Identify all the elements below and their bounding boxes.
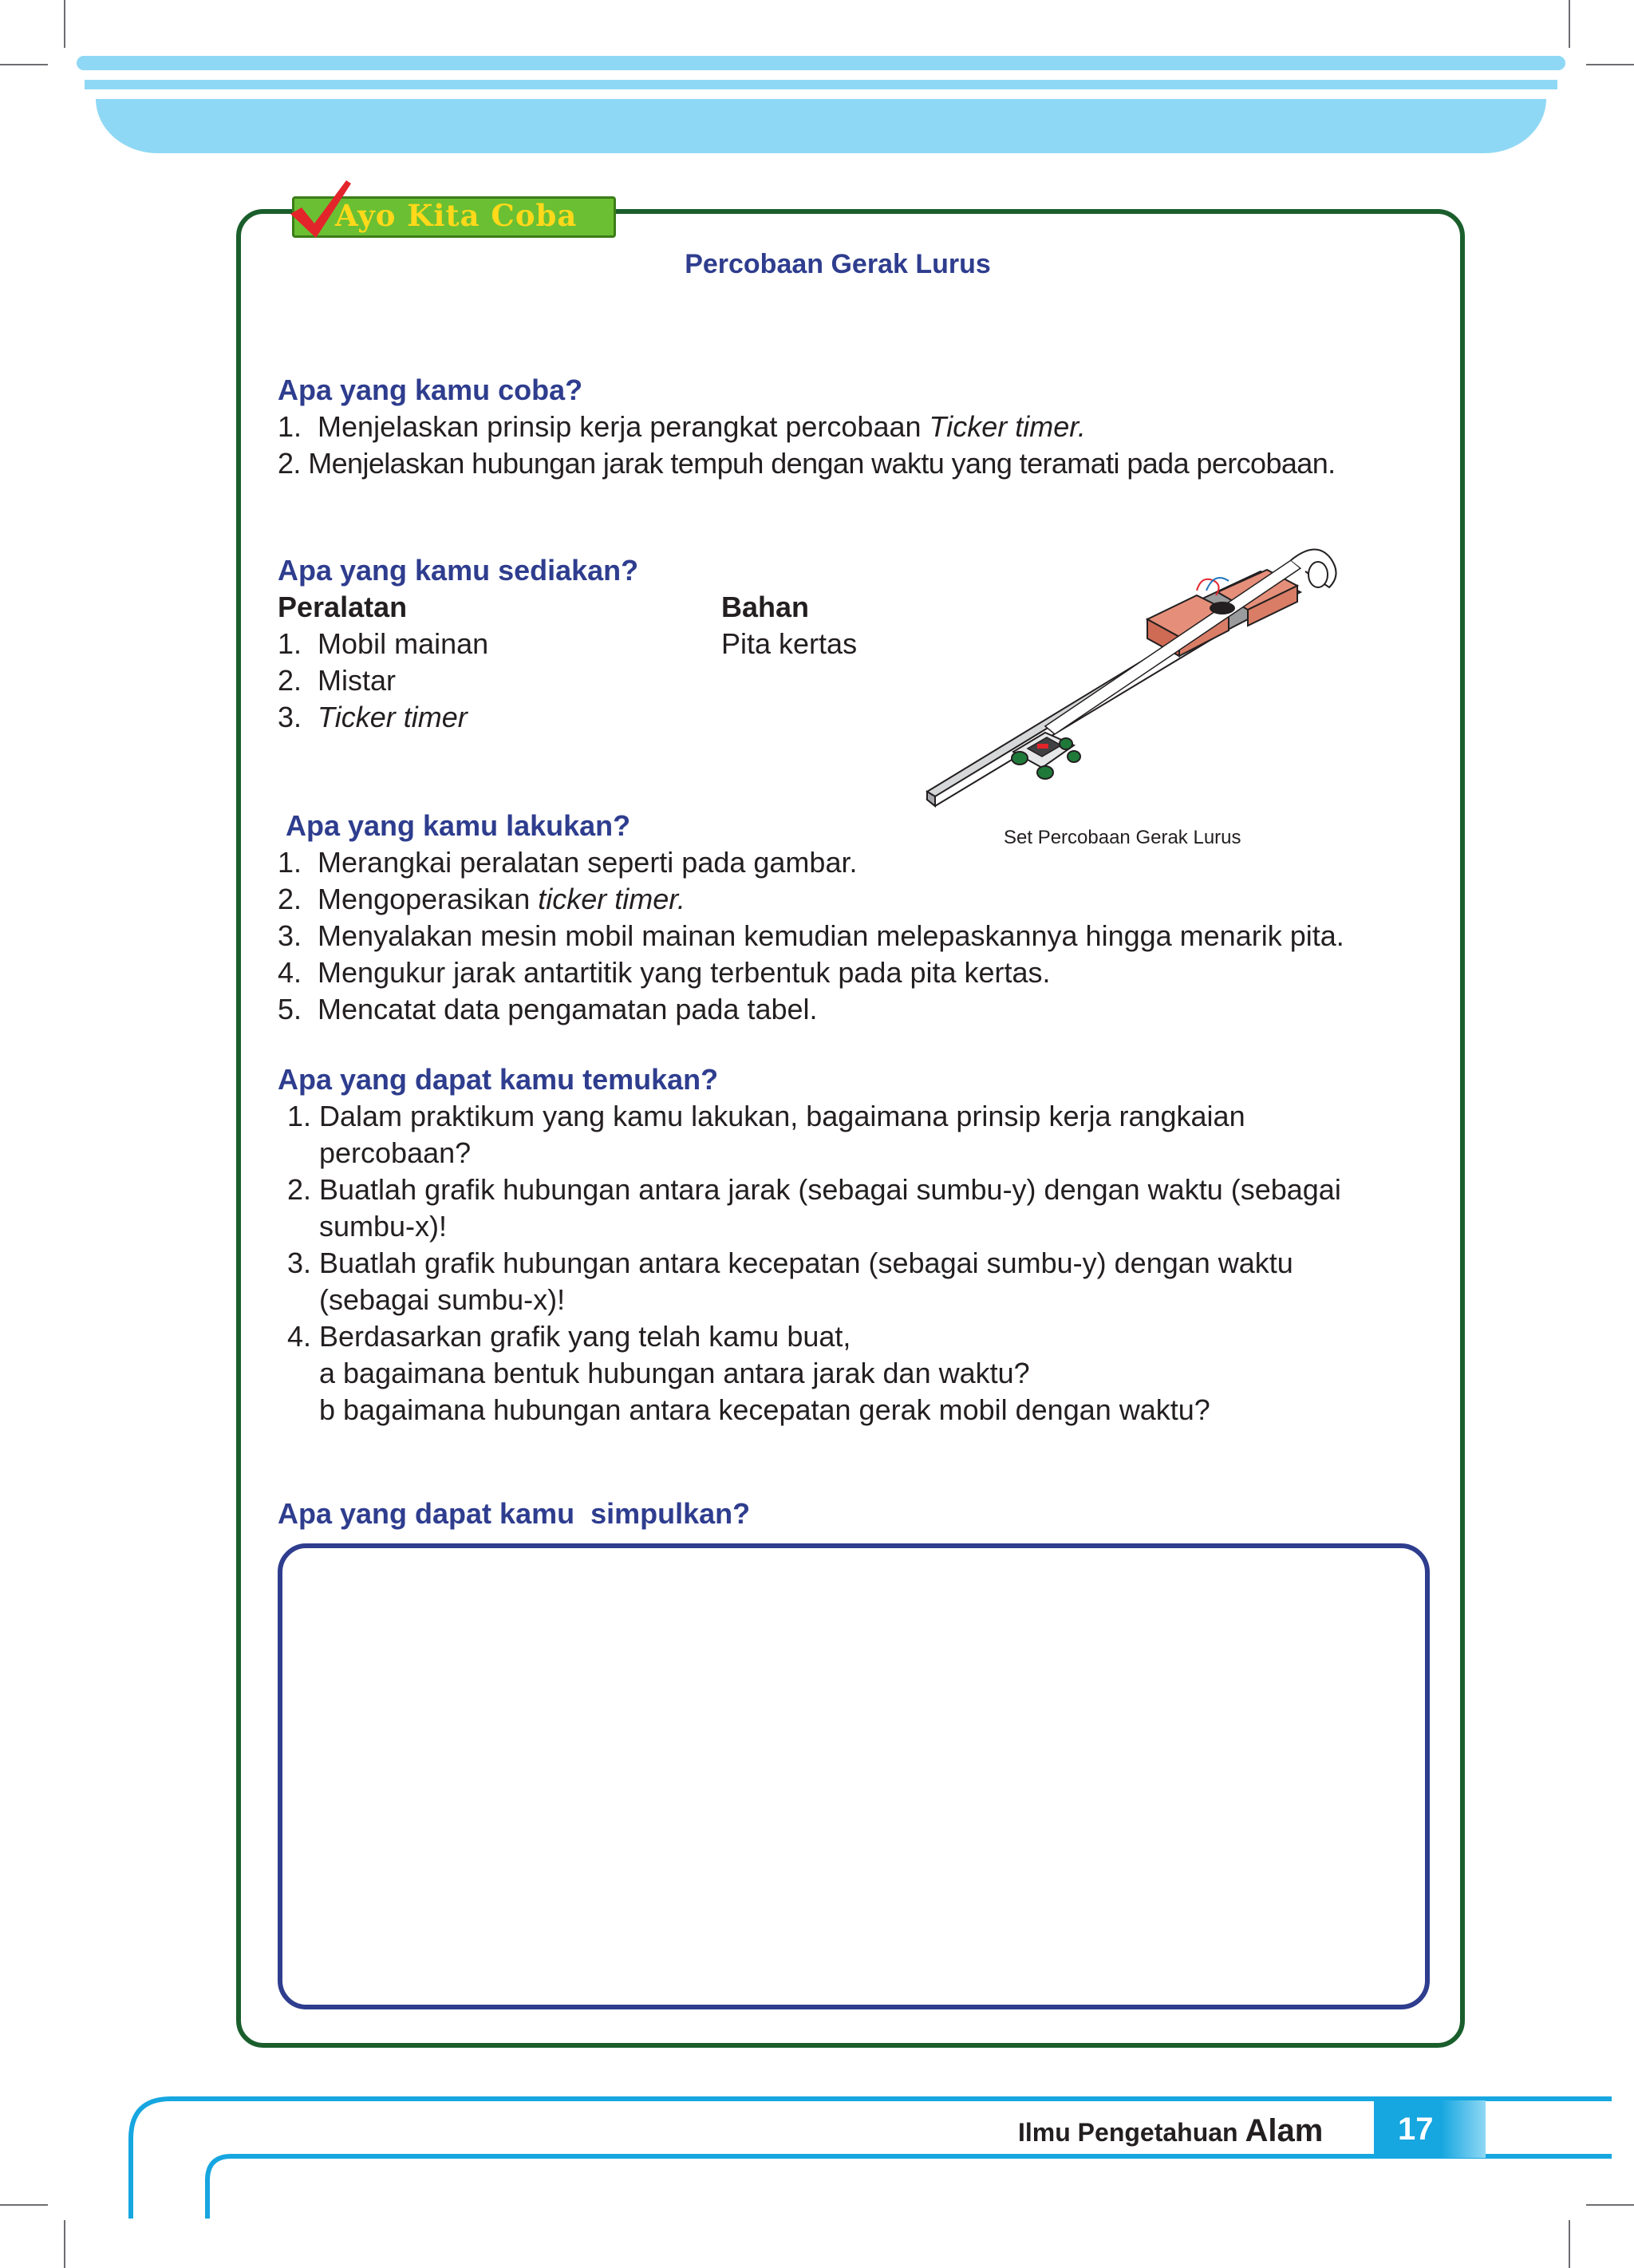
section-heading-lakukan: Apa yang kamu lakukan? xyxy=(286,809,631,842)
item-number: 3. xyxy=(278,701,302,733)
list-item xyxy=(278,919,1344,953)
list-item xyxy=(278,846,857,879)
item-text: Buatlah grafik hubungan antara jarak (sebagai sumbu-y) dengan waktu (sebagai xyxy=(319,1173,1341,1206)
crop-mark xyxy=(1569,0,1570,48)
list-item xyxy=(278,664,396,697)
list-item xyxy=(278,956,1051,990)
item-number: 2. xyxy=(278,664,302,697)
item-text: percobaan? xyxy=(319,1136,472,1169)
item-text: Berdasarkan grafik yang telah kamu buat, xyxy=(319,1320,851,1353)
item-number: 1. xyxy=(287,1100,312,1132)
item-text-italic: ticker timer. xyxy=(538,883,685,915)
crop-mark xyxy=(64,2220,65,2268)
item-number: 2. xyxy=(287,1173,312,1206)
list-item xyxy=(278,410,1086,444)
checkmark-icon xyxy=(287,177,353,241)
crop-mark xyxy=(1569,2220,1570,2268)
list-item xyxy=(278,627,488,661)
item-text: a bagaimana bentuk hubungan antara jarak dan waktu? xyxy=(319,1357,1030,1389)
item-number: 4. xyxy=(278,956,302,989)
experiment-illustration xyxy=(926,543,1372,814)
item-number: 2. xyxy=(278,447,301,480)
crop-mark xyxy=(0,2204,48,2206)
header-bar xyxy=(96,99,1546,153)
peralatan-heading: Peralatan xyxy=(278,591,408,623)
list-item xyxy=(278,993,818,1026)
item-number: 3. xyxy=(278,919,302,952)
item-number: 5. xyxy=(278,993,302,1025)
item-number: 1. xyxy=(278,627,302,660)
conclusion-answer-box[interactable] xyxy=(278,1543,1430,2009)
item-text-italic: Ticker timer. xyxy=(929,410,1086,443)
section-heading-coba: Apa yang kamu coba? xyxy=(278,373,583,406)
footer-subject-text: Ilmu Pengetahuan xyxy=(1018,2118,1245,2147)
bahan-heading: Bahan xyxy=(721,591,810,623)
header-bar xyxy=(77,56,1565,70)
badge-label: Ayo Kita Coba xyxy=(335,198,578,233)
item-number: 3. xyxy=(287,1247,312,1279)
section-heading-sediakan: Apa yang kamu sediakan? xyxy=(278,554,639,587)
list-item xyxy=(278,701,468,734)
crop-mark xyxy=(0,64,48,65)
item-text: Mobil mainan xyxy=(318,627,489,660)
item-number: 2. xyxy=(278,883,302,915)
item-text: Mengoperasikan xyxy=(318,883,539,915)
page-number: 17 xyxy=(1374,2100,1486,2158)
footer-subject-emphasis: Alam xyxy=(1245,2113,1324,2148)
bahan-text: Pita kertas xyxy=(721,627,858,660)
item-text: Menjelaskan hubungan jarak tempuh dengan waktu yang teramati pada percobaan. xyxy=(308,447,1336,480)
item-text: Menyalakan mesin mobil mainan kemudian melepaskannya hingga menarik pita. xyxy=(318,919,1344,952)
item-text: Buatlah grafik hubungan antara kecepatan (sebagai sumbu-y) dengan waktu xyxy=(319,1247,1293,1279)
section-heading-simpulkan: Apa yang dapat kamu simpulkan? xyxy=(278,1497,751,1530)
list-item xyxy=(278,447,1336,480)
item-number: 4. xyxy=(287,1320,312,1353)
figure-caption: Set Percobaan Gerak Lurus xyxy=(1004,827,1241,848)
item-text: Mistar xyxy=(318,664,397,697)
item-number: 1. xyxy=(278,410,302,443)
item-text-italic: Ticker timer xyxy=(318,701,468,733)
item-text: Menjelaskan prinsip kerja perangkat percobaan xyxy=(318,410,929,443)
header-bar xyxy=(85,80,1557,89)
crop-mark xyxy=(1586,64,1634,65)
page-title: Percobaan Gerak Lurus xyxy=(685,249,991,279)
item-text: Mengukur jarak antartitik yang terbentuk pada pita kertas. xyxy=(318,956,1051,989)
item-text: Dalam praktikum yang kamu lakukan, bagaimana prinsip kerja rangkaian xyxy=(319,1100,1245,1132)
section-heading-temukan: Apa yang dapat kamu temukan? xyxy=(278,1063,719,1096)
item-text: b bagaimana hubungan antara kecepatan gerak mobil dengan waktu? xyxy=(319,1393,1210,1426)
item-text: (sebagai sumbu-x)! xyxy=(319,1283,566,1316)
list-item xyxy=(278,883,685,916)
item-text: Mencatat data pengamatan pada tabel. xyxy=(318,993,818,1025)
crop-mark xyxy=(64,0,65,48)
footer-subject xyxy=(1018,2113,1323,2149)
item-text: sumbu-x)! xyxy=(319,1210,448,1243)
item-number: 1. xyxy=(278,846,302,879)
item-text: Merangkai peralatan seperti pada gambar. xyxy=(318,846,858,879)
